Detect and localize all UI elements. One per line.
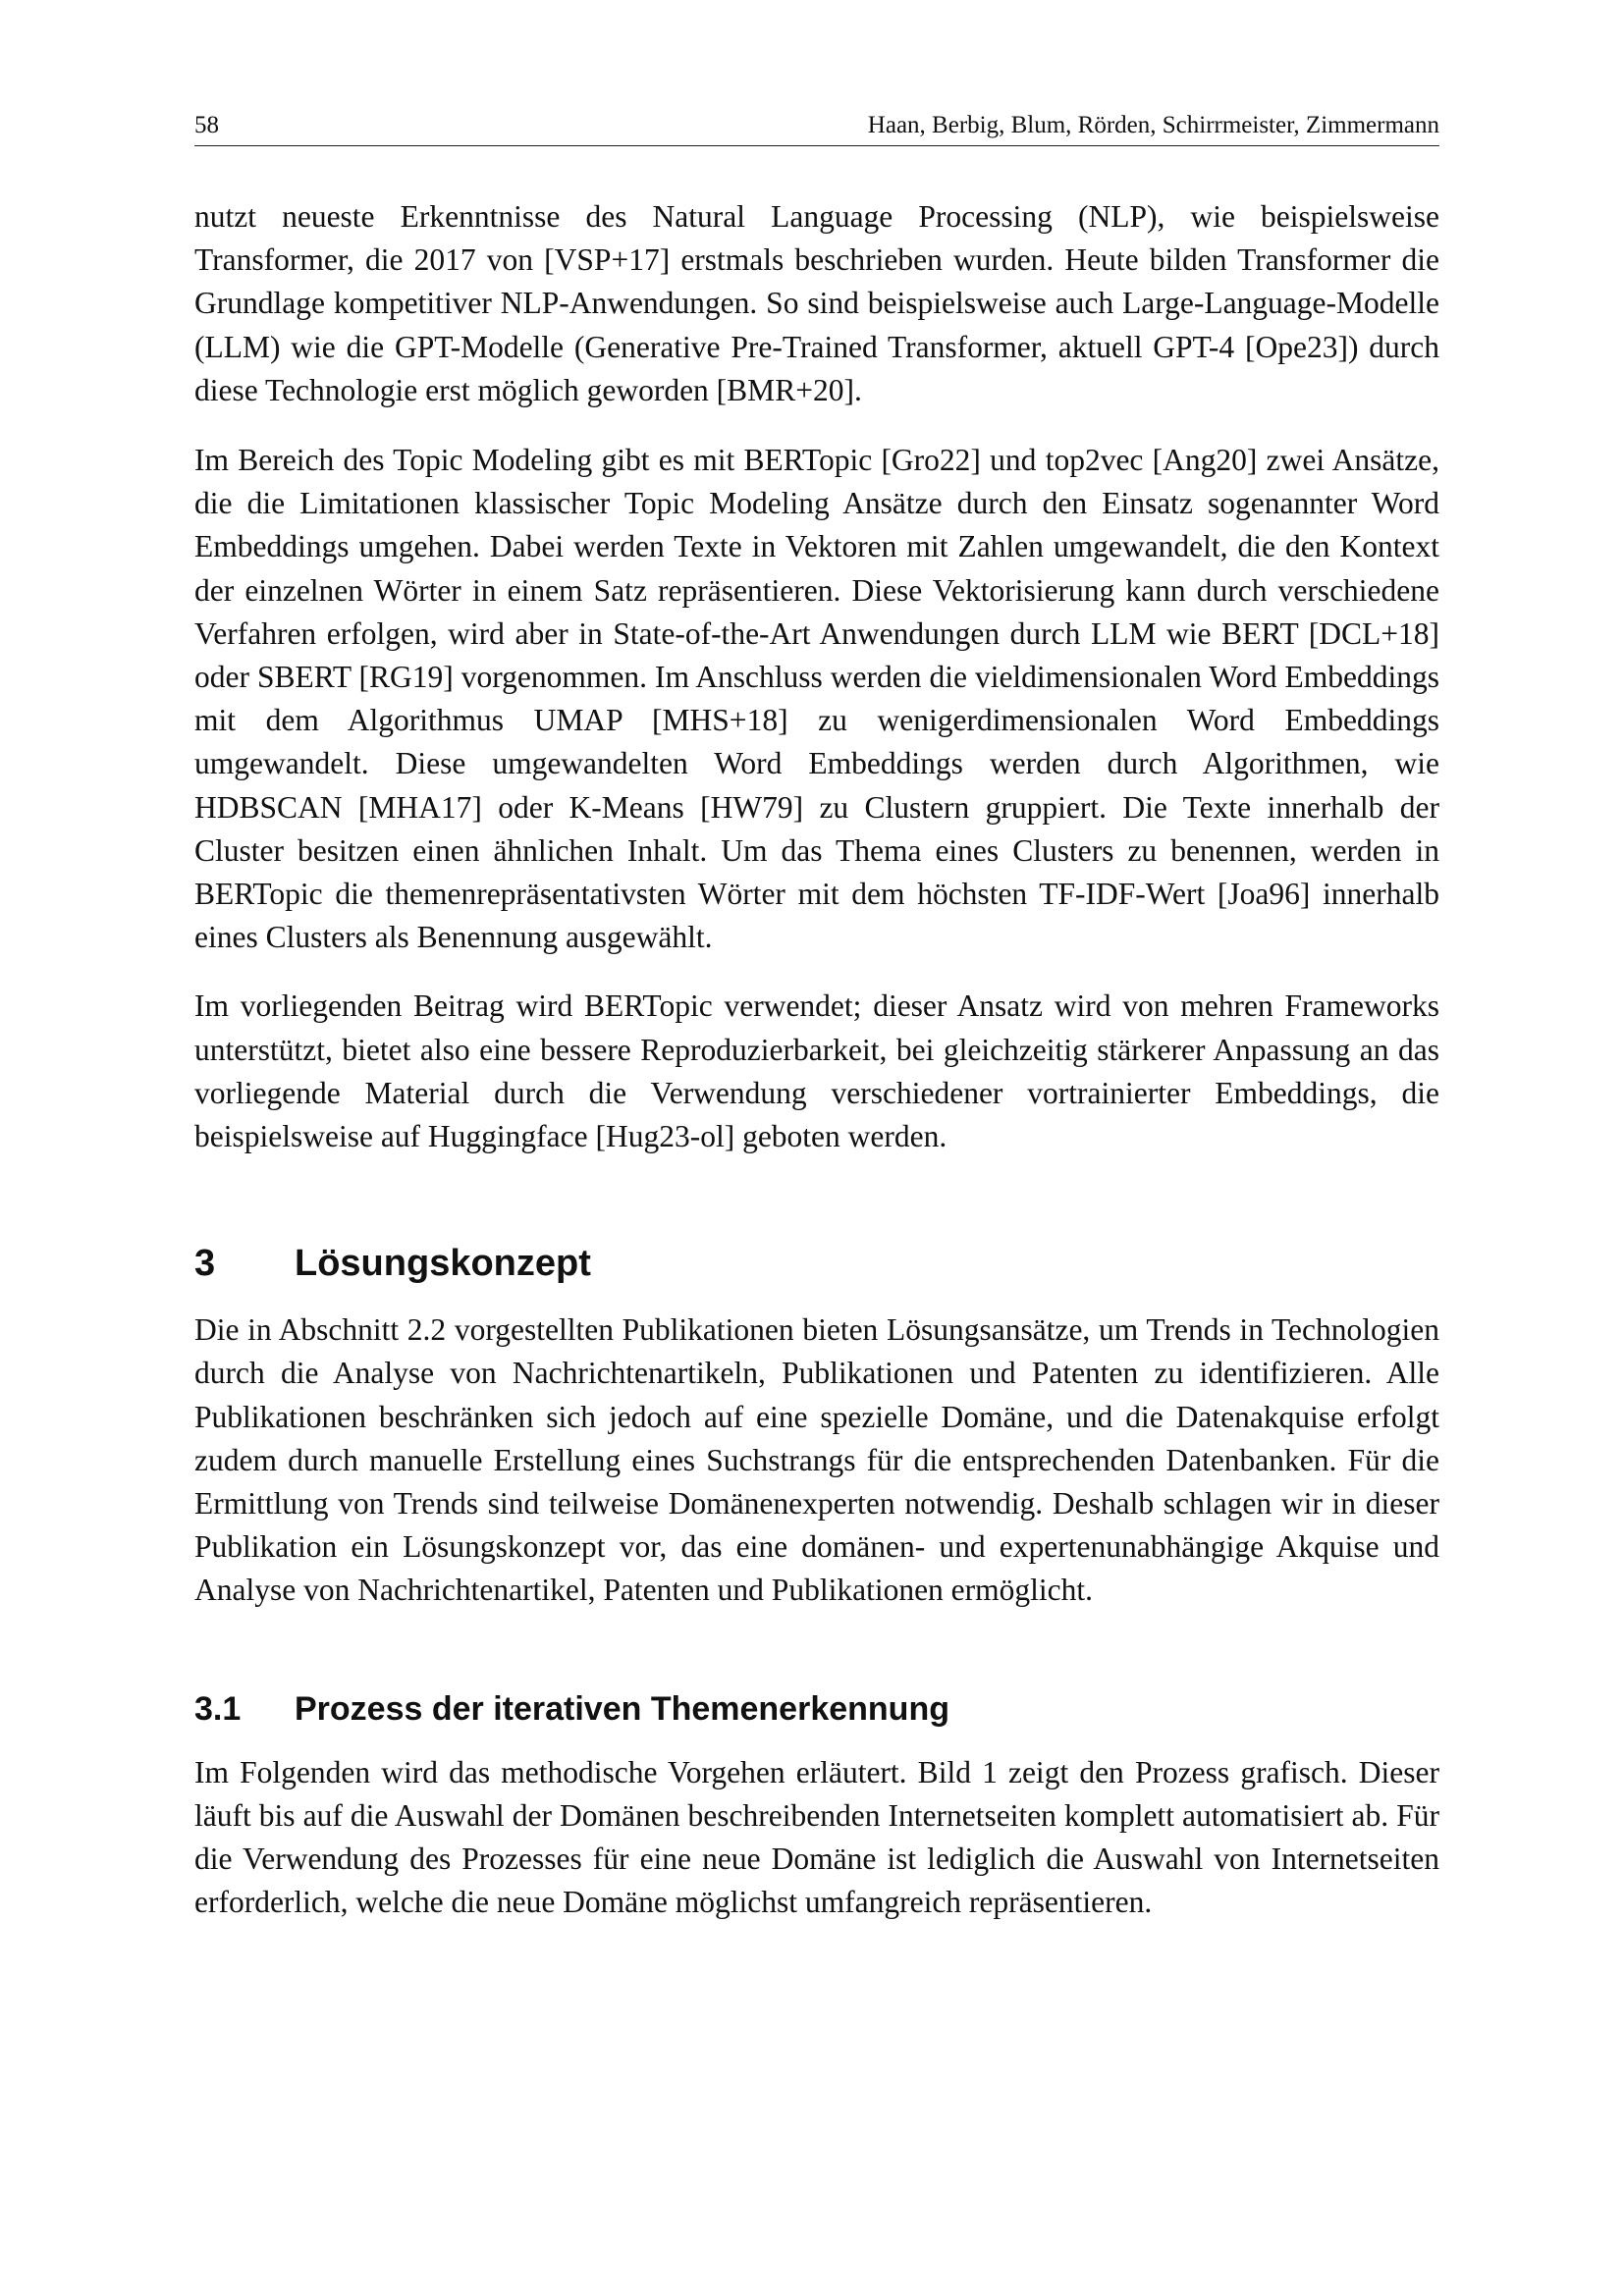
subsection-number: 3.1 [194,1689,242,1728]
running-title: Haan, Berbig, Blum, Rörden, Schirrmeister, Zimmermann [867,112,1439,138]
page-number: 58 [194,112,219,138]
paragraph-bertopic-usage: Im vorliegenden Beitrag wird BERTopic verwendet; dieser Ansatz wird von mehren Frameworks unterstützt, bietet also eine bessere Reproduzierbarkeit, bei gleichzeitig stärkerer Anpassung an das vorliegende Material durch die Verwendung verschiedener vortrainierter Embeddings, die beispielsweise auf Huggingface [Hug23-ol] geboten werden. [194,988,1439,1154]
page-header [194,106,1439,146]
section-number: 3 [194,1243,216,1285]
paragraph-topic-modeling: Im Bereich des Topic Modeling gibt es mit BERTopic [Gro22] und top2vec [Ang20] zwei Ansätze, die die Limitationen klassischer Topic Modeling Ansätze durch den Einsatz sogenannter Word Embeddings umgehen. Dabei werden Texte in Vektoren mit Zahlen umgewandelt, die den Kontext der einzelnen Wörter in einem Satz repräsentieren. Diese Vektorisierung kann durch verschiedene Verfahren erfolgen, wird aber in State-of-the-Art Anwendungen durch LLM wie BERT [DCL+18] oder SBERT [RG19] vorgenommen. Im Anschluss werden die vieldimensionalen Word Embeddings mit dem Algorithmus UMAP [MHS+18] zu wenigerdimensionalen Word Embeddings umgewandelt. Diese umgewandelten Word Embeddings werden durch Algorithmen, wie HDBSCAN [MHA17] oder K-Means [HW79] zu Clustern gruppiert. Die Texte innerhalb der Cluster besitzen einen ähnlichen Inhalt. Um das Thema eines Clusters zu benennen, werden in BERTopic die themenrepräsentativsten Wörter mit dem höchsten TF-IDF-Wert [Joa96] innerhalb eines Clusters als Benennung ausgewählt. [194,443,1439,955]
section-heading-loesungskonzept [194,1242,1439,1285]
subsection-title: Prozess der iterativen Themenerkennung [295,1689,949,1728]
paragraph-loesungskonzept: Die in Abschnitt 2.2 vorgestellten Publikationen bieten Lösungsansätze, um Trends in Technologien durch die Analyse von Nachrichtenartikeln, Publikationen und Patenten zu identifizieren. Alle Publikationen beschränken sich jedoch auf eine spezielle Domäne, und die Datenakquise erfolgt zudem durch manuelle Erstellung eines Suchstrangs für die entsprechenden Datenbanken. Für die Ermittlung von Trends sind teilweise Domänenexperten notwendig. Deshalb schlagen wir in dieser Publikation ein Lösungskonzept vor, das eine domänen- und expertenunabhängige Akquise und Analyse von Nachrichtenartikel, Patenten und Publikationen ermöglicht. [194,1312,1439,1608]
paragraph-nlp-transformer: nutzt neueste Erkenntnisse des Natural Language Processing (NLP), wie beispielsweise Transformer, die 2017 von [VSP+17] erstmals beschrieben wurden. Heute bilden Transformer die Grundlage kompetitiver NLP-Anwendungen. So sind beispielsweise auch Large-Language-Modelle (LLM) wie die GPT-Modelle (Generative Pre-Trained Transformer, aktuell GPT-4 [Ope23]) durch diese Technologie erst möglich geworden [BMR+20]. [194,199,1439,407]
page-content [194,195,1439,1925]
paragraph-prozess: Im Folgenden wird das methodische Vorgehen erläutert. Bild 1 zeigt den Prozess grafisch. Dieser läuft bis auf die Auswahl der Domänen beschreibenden Internetseiten komplett automatisiert ab. Für die Verwendung des Prozesses für eine neue Domäne ist lediglich die Auswahl von Internetseiten erforderlich, welche die neue Domäne möglichst umfangreich repräsentieren. [194,1754,1439,1920]
subsection-heading-prozess [194,1688,1439,1730]
section-title: Lösungskonzept [295,1243,591,1285]
